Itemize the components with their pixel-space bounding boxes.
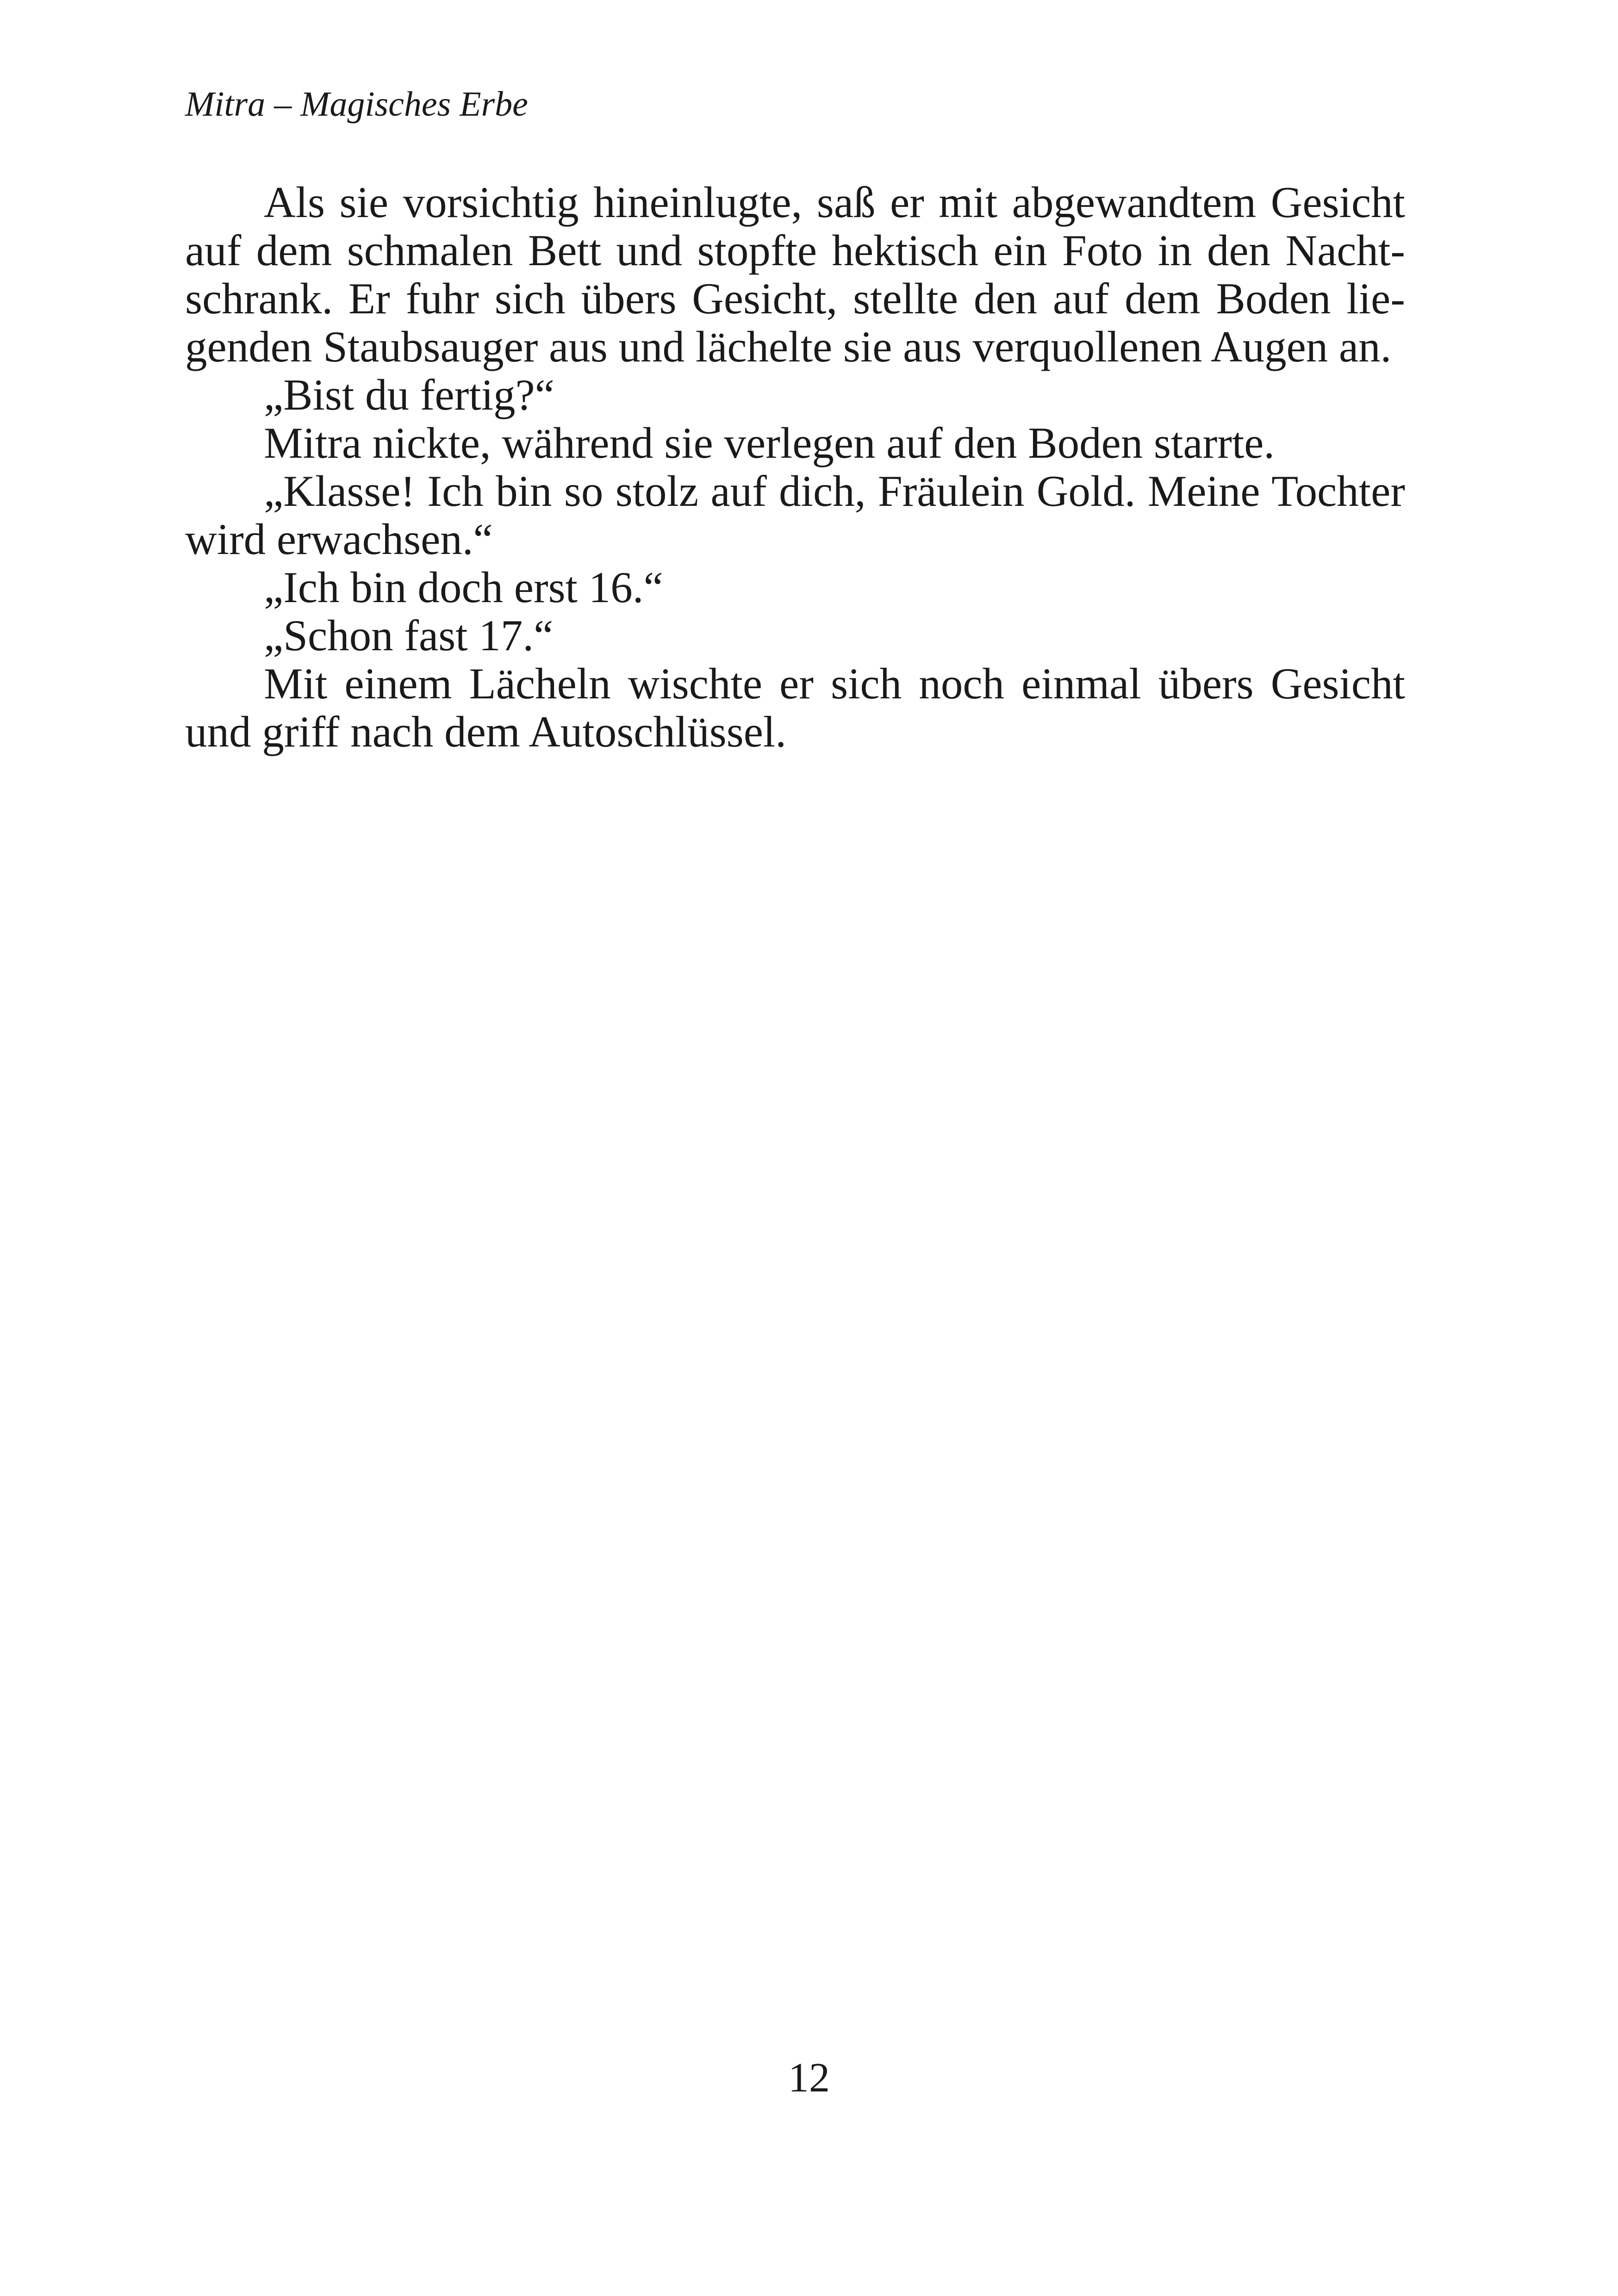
paragraph: „Ich bin doch erst 16.“ — [264, 563, 663, 612]
paragraph: „Klasse! Ich bin so stolz auf dich, Fräulein Gold. Meine Tochter wird erwachsen.“ — [185, 467, 1405, 564]
body-text — [185, 178, 1405, 756]
paragraph: „Bist du fertig?“ — [264, 370, 554, 419]
paragraph: Mitra nickte, während sie verlegen auf den Boden starrte. — [264, 418, 1275, 467]
paragraph: Mit einem Lächeln wischte er sich noch einmal übers Gesicht und griff nach dem Autoschlüssel. — [185, 659, 1405, 756]
running-header-title: Mitra – Magisches Erbe — [185, 85, 528, 124]
paragraph: „Schon fast 17.“ — [264, 611, 554, 660]
paragraph: Als sie vorsichtig hineinlugte, saß er mit abgewandtem Gesicht auf dem schmalen Bett und stopfte hektisch ein Foto in den Nachtschrank. Er fuhr sich übers Gesicht, stellte den auf dem Boden liegenden Staubsauger aus und lächelte sie aus verquollenen Augen an. — [185, 178, 1405, 371]
page-number: 12 — [788, 2055, 830, 2101]
